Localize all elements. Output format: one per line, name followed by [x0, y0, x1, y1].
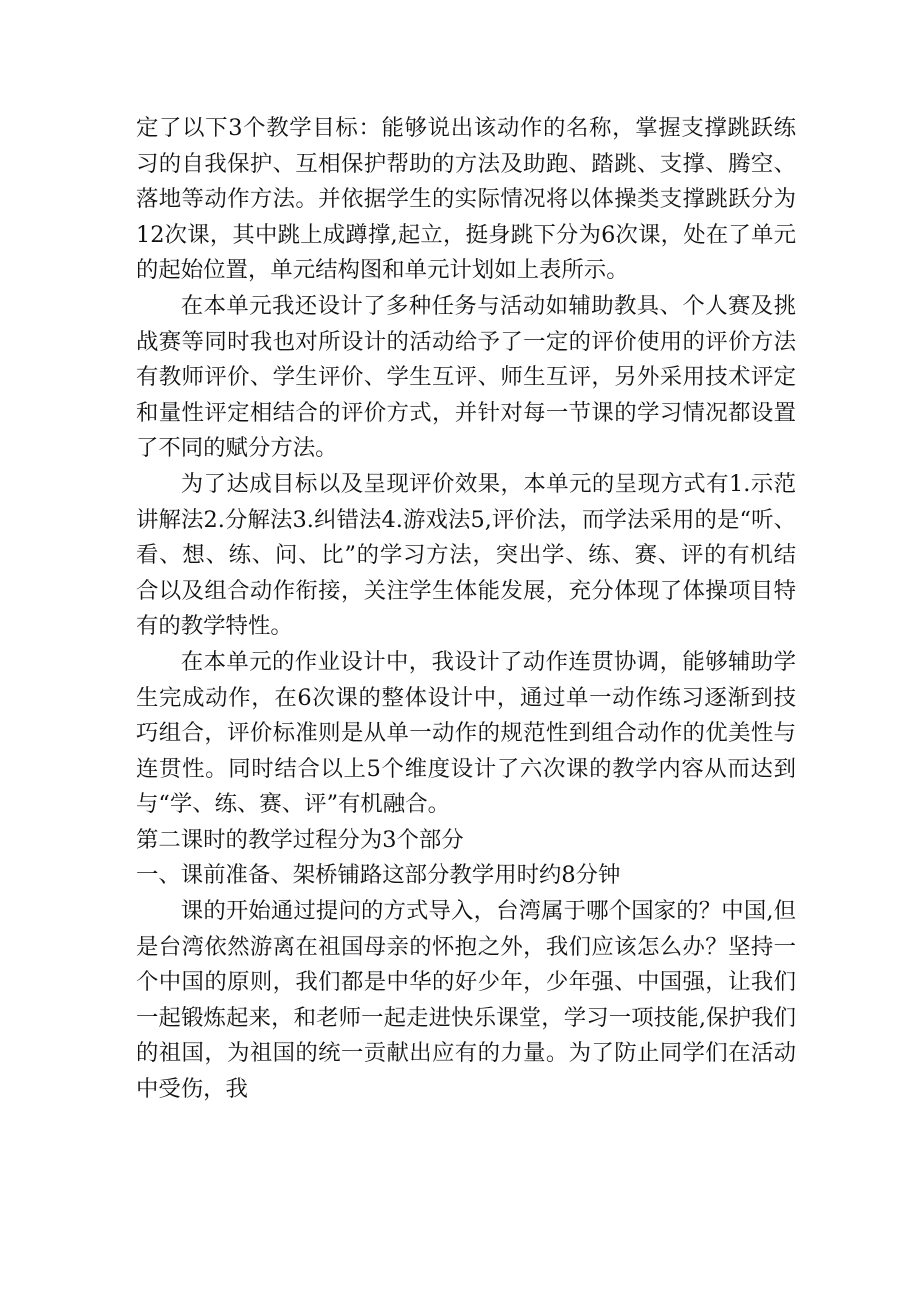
heading-lesson-process: 第二课时的教学过程分为3个部分 — [136, 826, 464, 853]
document-body — [136, 111, 796, 1108]
paragraph-teaching-goals: 定了以下3个教学目标：能够说出该动作的名称，掌握支撑跳跃练习的自我保护、互相保护帮助的方法及助跑、踏跳、支撑、腾空、落地等动作方法。并依据学生的实际情况将以体操类支撑跳跃分为12次课，其中跳上成蹲撑,起立，挺身跳下分为6次课，处在了单元的起始位置，单元结构图和单元计划如上表所示。 — [136, 115, 796, 284]
paragraph-presentation-methods: 为了达成目标以及呈现评价效果，本单元的呈现方式有1.示范讲解法2.分解法3.纠错法4.游戏法5,评价法，而学法采用的是“听、看、想、练、问、比”的学习方法，突出学、练、赛、评的有机结合以及组合动作衔接，关注学生体能发展，充分体现了体操项目特有的教学特性。 — [136, 470, 796, 640]
paragraph-evaluation-methods: 在本单元我还设计了多种任务与活动如辅助教具、个人赛及挑战赛等同时我也对所设计的活动给予了一定的评价使用的评价方法有教师评价、学生评价、学生互评、师生互评，另外采用技术评定和量性评定相结合的评价方式，并针对每一节课的学习情况都设置了不同的赋分方法。 — [136, 292, 796, 462]
paragraph-lesson-intro: 课的开始通过提问的方式导入，台湾属于哪个国家的？中国,但是台湾依然游离在祖国母亲的怀抱之外，我们应该怎么办？坚持一个中国的原则，我们都是中华的好少年，少年强、中国强，让我们一起锻炼起来，和老师一起走进快乐课堂，学习一项技能,保护我们的祖国，为祖国的统一贡献出应有的力量。为了防止同学们在活动中受伤，我 — [136, 898, 796, 1103]
paragraph-homework-design: 在本单元的作业设计中，我设计了动作连贯协调，能够辅助学生完成动作，在6次课的整体设计中，通过单一动作练习逐渐到技巧组合，评价标准则是从单一动作的规范性到组合动作的优美性与连贯性。同时结合以上5个维度设计了六次课的教学内容从而达到与“学、练、赛、评”有机融合。 — [136, 648, 796, 818]
heading-part-one: 一、课前准备、架桥铺路这部分教学用时约8分钟 — [136, 862, 621, 889]
